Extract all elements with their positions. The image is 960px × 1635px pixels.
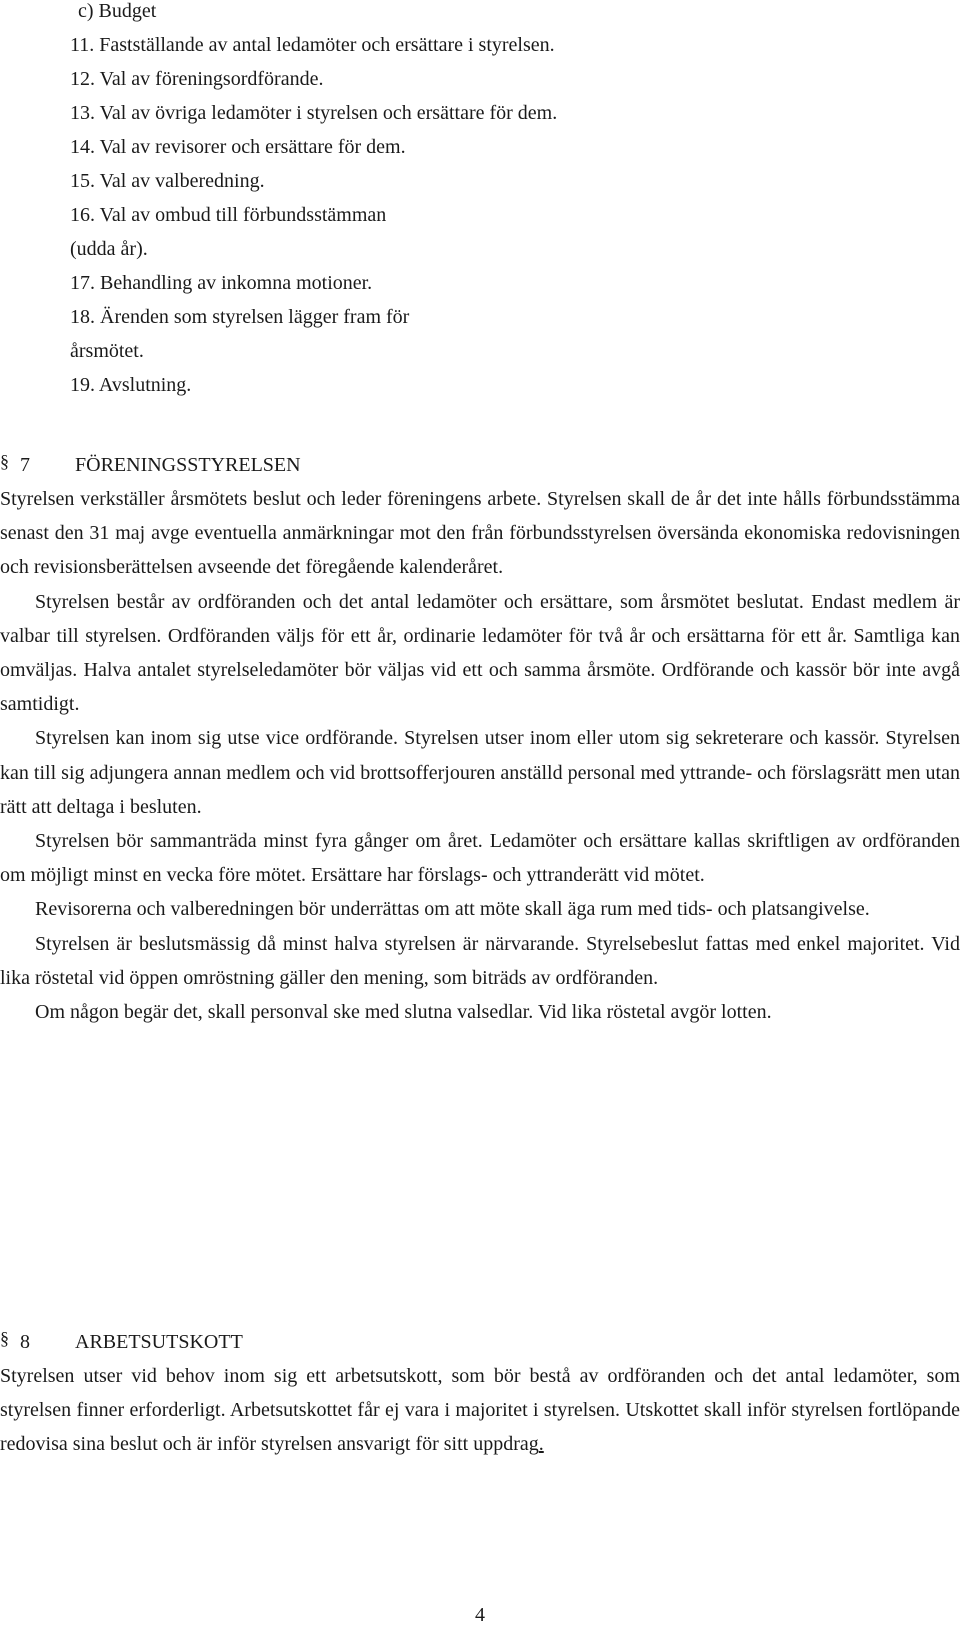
list-item: 14. Val av revisorer och ersättare för dem.: [70, 136, 406, 158]
section-symbol: §: [0, 1328, 9, 1348]
section-symbol: §: [0, 451, 9, 471]
paragraph: [0, 1359, 960, 1462]
section-heading: [0, 1325, 960, 1359]
list-item: 16. Val av ombud till förbundsstämman: [70, 204, 387, 226]
section-number: 8: [20, 1331, 30, 1353]
list-item: 19. Avslutning.: [70, 374, 192, 396]
agenda-list: [70, 0, 630, 402]
list-item: c) Budget: [78, 0, 157, 22]
list-item: årsmötet.: [70, 340, 144, 362]
underlined-period: .: [538, 1433, 544, 1456]
section-heading: [0, 448, 960, 482]
page-number: 4: [475, 1604, 485, 1626]
paragraph: Styrelsen kan inom sig utse vice ordförande. Styrelsen utser inom eller utom sig sekreterare och kassör. Styrelsen kan till sig adjungera annan medlem och vid brottsofferjouren anställd personal med yttrande- och förslagsrätt men utan rätt att deltaga i besluten.: [0, 727, 960, 818]
list-item: 18. Ärenden som styrelsen lägger fram för: [70, 306, 410, 328]
section-7: [0, 448, 960, 1029]
list-item: 11. Fastställande av antal ledamöter och ersättare i styrelsen.: [70, 34, 555, 56]
list-item: 15. Val av valberedning.: [70, 170, 265, 192]
section-number: 7: [20, 454, 30, 476]
paragraph: Om någon begär det, skall personval ske med slutna valsedlar. Vid lika röstetal avgör lotten.: [35, 1001, 772, 1024]
paragraph-text: Styrelsen utser vid behov inom sig ett arbetsutskott, som bör bestå av ordföranden och det antal ledamöter, som styrelsen finner erforderligt. Arbetsutskottet får ej vara i majoritet i styrelsen. Utskottet skall inför styrelsen fortlöpande redovisa sina beslut och är inför styrelsen ansvarigt för sitt uppdrag: [0, 1365, 960, 1456]
paragraph: Revisorerna och valberedningen bör underrättas om att möte skall äga rum med tids- och platsangivelse.: [35, 898, 870, 921]
paragraph: Styrelsen bör sammanträda minst fyra gånger om året. Ledamöter och ersättare kallas skriftligen av ordföranden om möjligt minst en vecka före mötet. Ersättare har förslags- och yttranderätt vid mötet.: [0, 830, 960, 887]
section-8: [0, 1325, 960, 1462]
section-title: FÖRENINGSSTYRELSEN: [75, 454, 301, 476]
paragraph: Styrelsen verkställer årsmötets beslut och leder föreningens arbete. Styrelsen skall de år det inte hålls förbundsstämma senast den 31 maj avge eventuella anmärkningar mot den från förbundsstyrelsen översända ekonomiska redovisningen och revisionsberättelsen avseende det föregående kalenderåret.: [0, 488, 960, 579]
list-item: (udda år).: [70, 238, 148, 260]
paragraph: Styrelsen består av ordföranden och det antal ledamöter och ersättare, som årsmötet beslutat. Endast medlem är valbar till styrelsen. Ordföranden väljs för ett år, ordinarie ledamöter för två år och ersättarna för ett år. Samtliga kan omväljas. Halva antalet styrelseledamöter bör väljas vid ett och samma årsmöte. Ordförande och kassör bör inte avgå samtidigt.: [0, 590, 960, 716]
list-item: 17. Behandling av inkomna motioner.: [70, 272, 373, 294]
section-title: ARBETSUTSKOTT: [75, 1331, 243, 1353]
list-item: 13. Val av övriga ledamöter i styrelsen och ersättare för dem.: [70, 102, 558, 124]
list-item: 12. Val av föreningsordförande.: [70, 68, 324, 90]
paragraph: Styrelsen är beslutsmässig då minst halva styrelsen är närvarande. Styrelsebeslut fattas med enkel majoritet. Vid lika röstetal vid öppen omröstning gäller den mening, som biträds av ordföranden.: [0, 932, 960, 989]
